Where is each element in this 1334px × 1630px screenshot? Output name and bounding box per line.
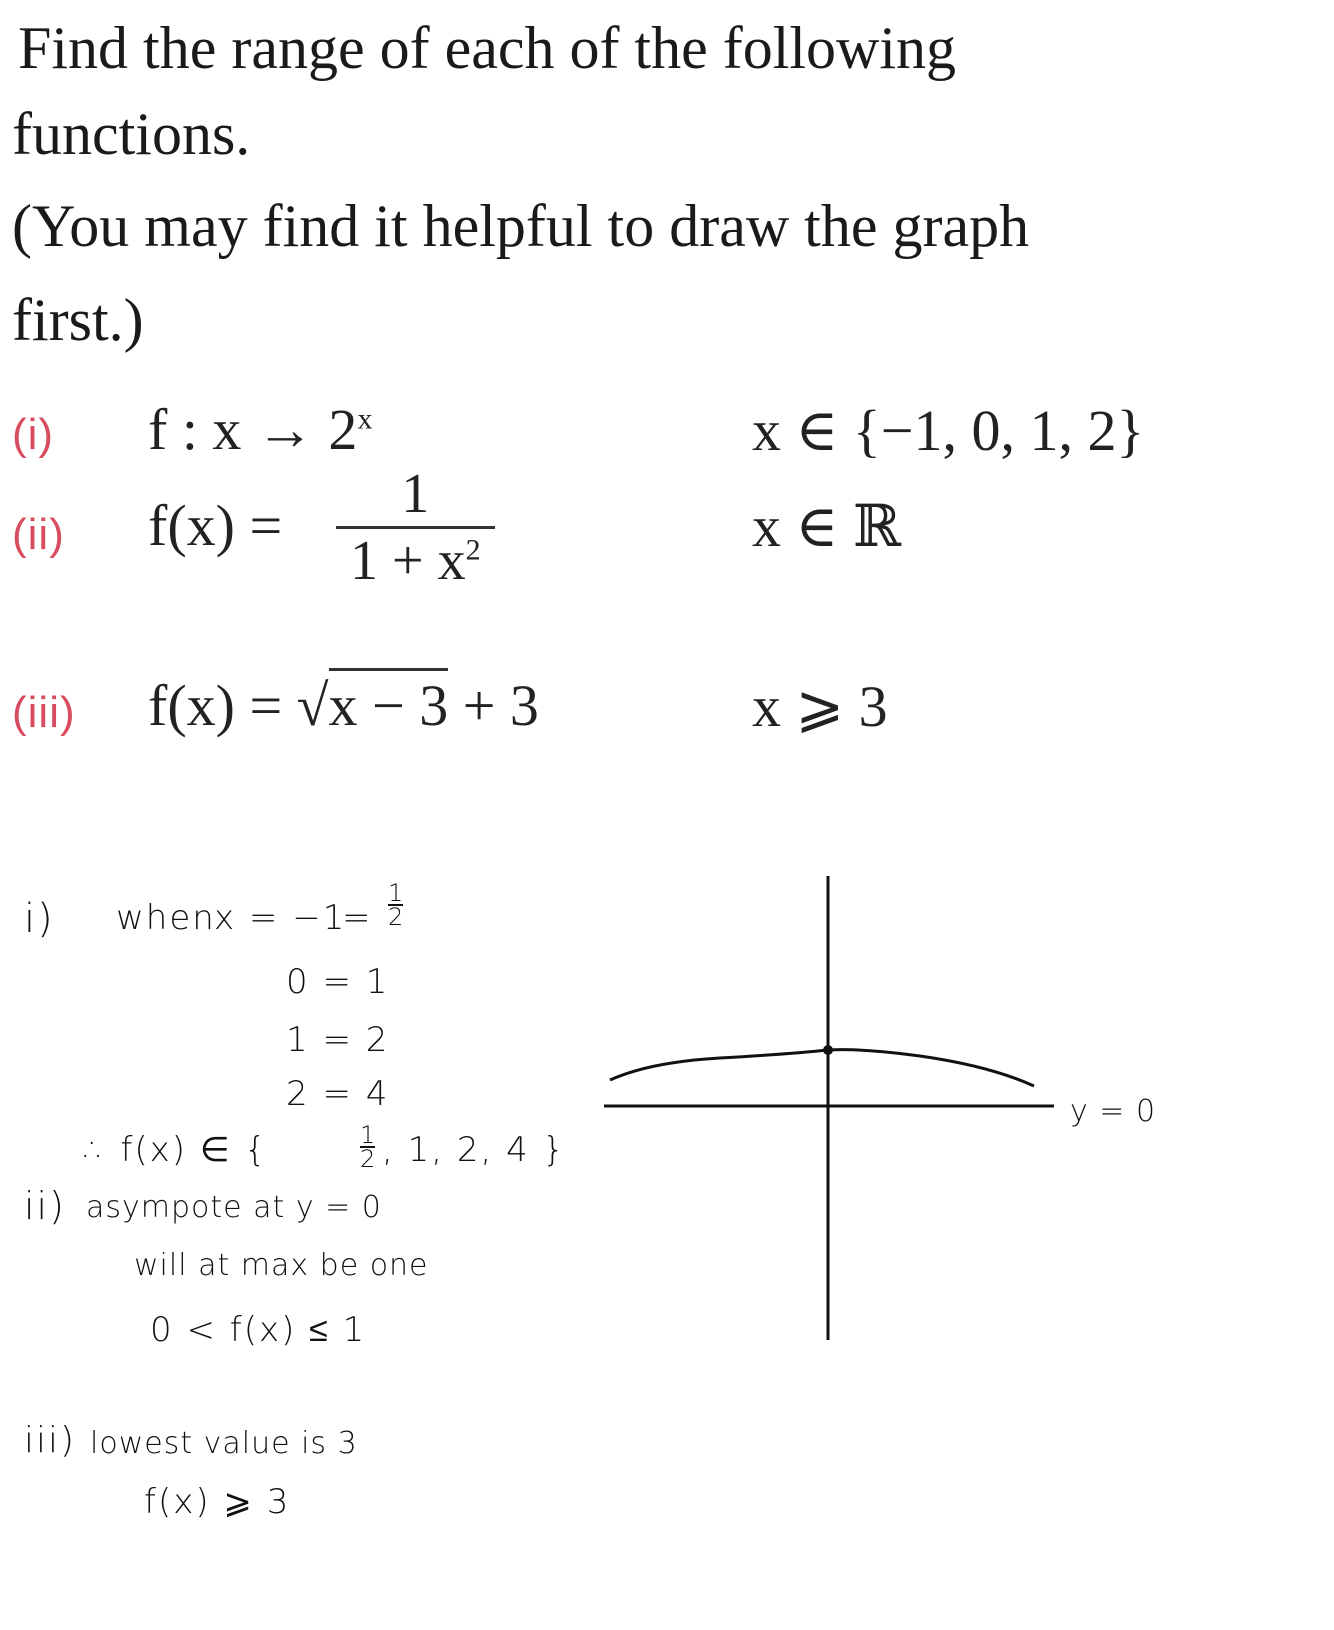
graph-label-y0: y = 0 (1070, 1094, 1157, 1129)
part-iii-func-left: f(x) = (148, 673, 283, 738)
hand-i-set-rest: , 1, 2, 4 } (382, 1130, 567, 1170)
hand-i-therefore: ∴ f(x) ∈ { (84, 1130, 268, 1170)
hand-i-set-half-den: 2 (360, 1145, 376, 1173)
hand-ii-line3: 0 < f(x) ≤ 1 (150, 1310, 367, 1350)
part-iii-domain: x ⩾ 3 (752, 674, 888, 739)
hand-ii-line1: asympote at y = 0 (86, 1190, 382, 1225)
part-i-func-text: f : x → 2 (148, 397, 358, 462)
hand-i-row2: 0 = 1 (286, 962, 390, 1002)
question-line-4: first.) (12, 287, 144, 353)
hand-i-when: when (116, 898, 216, 938)
part-iii-radicand: x − 3 (329, 668, 449, 738)
part-ii-den-text: 1 + x (350, 530, 466, 592)
part-ii-function-left: f(x) = (148, 493, 283, 558)
hand-i-half-num: 1 (388, 879, 404, 907)
part-ii-numerator: 1 (401, 463, 430, 525)
sqrt-icon: √ (296, 673, 329, 738)
hand-i-row1-x: x = −1 (214, 898, 347, 938)
part-ii-den-exponent: 2 (465, 533, 481, 567)
hand-iii-marker: iii) (24, 1420, 77, 1461)
question-line-1: Find the range of each of the following (18, 15, 957, 81)
part-i-label: (i) (12, 410, 55, 459)
curve (610, 1050, 1034, 1086)
hand-ii-line2: will at max be one (134, 1248, 429, 1283)
hand-iii-line1: lowest value is 3 (90, 1426, 358, 1461)
hand-i-row1-eq: = (342, 898, 373, 938)
hand-ii-marker: ii) (24, 1184, 66, 1228)
hand-i-row3: 1 = 2 (286, 1020, 390, 1060)
part-ii-domain: x ∈ ℝ (752, 494, 902, 559)
question-line-2: functions. (12, 101, 251, 167)
question-line-3: (You may find it helpful to draw the graph (12, 193, 1030, 259)
hand-i-marker: i) (24, 896, 55, 942)
hand-i-set-half-num: 1 (360, 1121, 376, 1149)
hand-i-half-den: 2 (388, 903, 404, 931)
part-iii-label: (iii) (12, 688, 76, 737)
part-ii-label: (ii) (12, 510, 65, 559)
part-i-domain: x ∈ {−1, 0, 1, 2} (752, 398, 1145, 463)
hand-i-row4: 2 = 4 (286, 1074, 390, 1114)
part-i-exponent: x (357, 402, 373, 436)
hand-iii-line2: f(x) ⩾ 3 (144, 1482, 291, 1522)
y-intercept-point (823, 1045, 833, 1055)
part-iii-tail: + 3 (462, 673, 539, 738)
